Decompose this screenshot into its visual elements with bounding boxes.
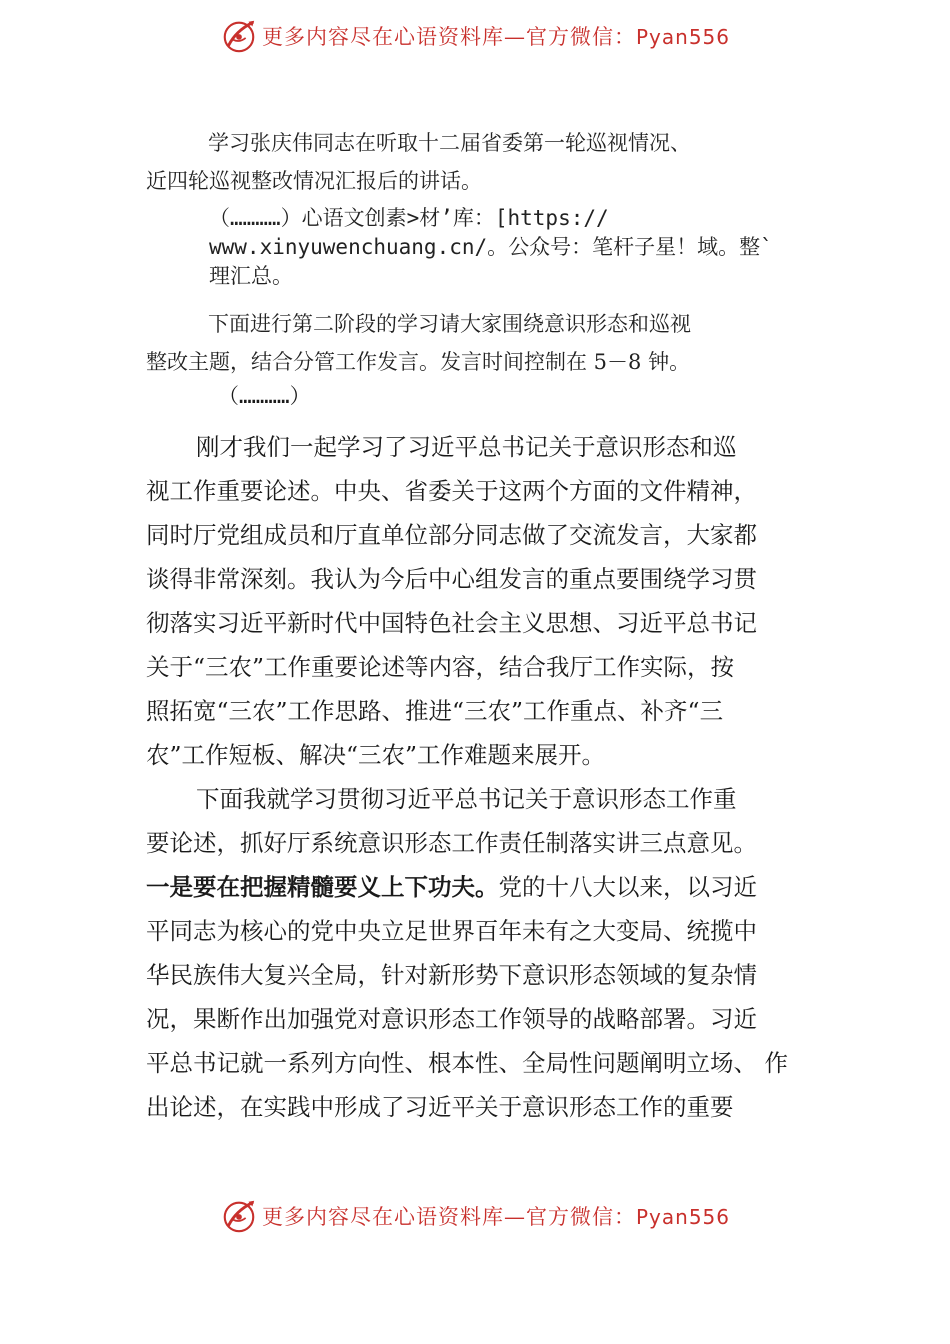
wechat-id: Pyan556 (635, 25, 730, 49)
ellipsis-marker: （…………） (218, 384, 311, 408)
paragraph-summary: 刚才我们一起学习了习近平总书记关于意识形态和巡 视工作重要论述。中央、省委关于这两个方面的文件精神， 同时厅党组成员和厅直单位部分同志做了交流发言，大家都 谈得非常深刻。我认为今后中心组发言的重点要围绕学习贯 彻落实习近平新时代中国特色社会主义思想、习近平总书记 关于“三农”工作重要论述等内容，结合我厅工作实际，按 照拓宽“三农”工作思路、推进“三农”工作重点、补齐“三 农”工作短板、解决“三农”工作难题来展开。 (146, 433, 757, 769)
paragraph-study-note: 学习张庆伟同志在听取十二届省委第一轮巡视情况、 近四轮巡视整改情况汇报后的讲话。 (146, 131, 691, 193)
footer-banner (0, 1194, 950, 1238)
paragraph-point-one: 一是要在把握精髓要义上下功夫。党的十八大以来，以习近 平同志为核心的党中央立足世界百年未有之大变局、统揽中 华民族伟大复兴全局，针对新形势下意识形态领域的复杂情 况，果断作出加强党对意识形态工作领导的战略部署。习近 平总书记就一系列方向性、根本性、全局性问题阐明立场、 作 出论述，在实践中形成了习近平关于意识形态工作的重要 (146, 873, 788, 1121)
wechat-id: Pyan556 (635, 1205, 730, 1229)
paragraph-second-stage: 下面进行第二阶段的学习请大家围绕意识形态和巡视 整改主题，结合分管工作发言。发言时间控制在 5－8 钟。 (146, 312, 691, 374)
header-banner (0, 14, 950, 58)
banner-text: 更多内容尽在心语资料库—官方微信：Pyan556 (261, 25, 730, 49)
banner-text: 更多内容尽在心语资料库—官方微信：Pyan556 (261, 1205, 730, 1229)
paragraph-three-points: 下面我就学习贯彻习近平总书记关于意识形态工作重 要论述，抓好厅系统意识形态工作责任制落实讲三点意见。 (146, 785, 757, 857)
point-one-heading: 一是要在把握精髓要义上下功夫。 (146, 873, 499, 901)
brand-logo-icon (220, 17, 258, 55)
source-note: （…………）心语文创素>材’库：[https:// www.xinyuwenchuang.cn/。公众号：笔杆子星！域。整` 理汇总。 (209, 206, 773, 288)
brand-logo-icon (220, 1197, 258, 1235)
document-body (146, 124, 836, 1129)
